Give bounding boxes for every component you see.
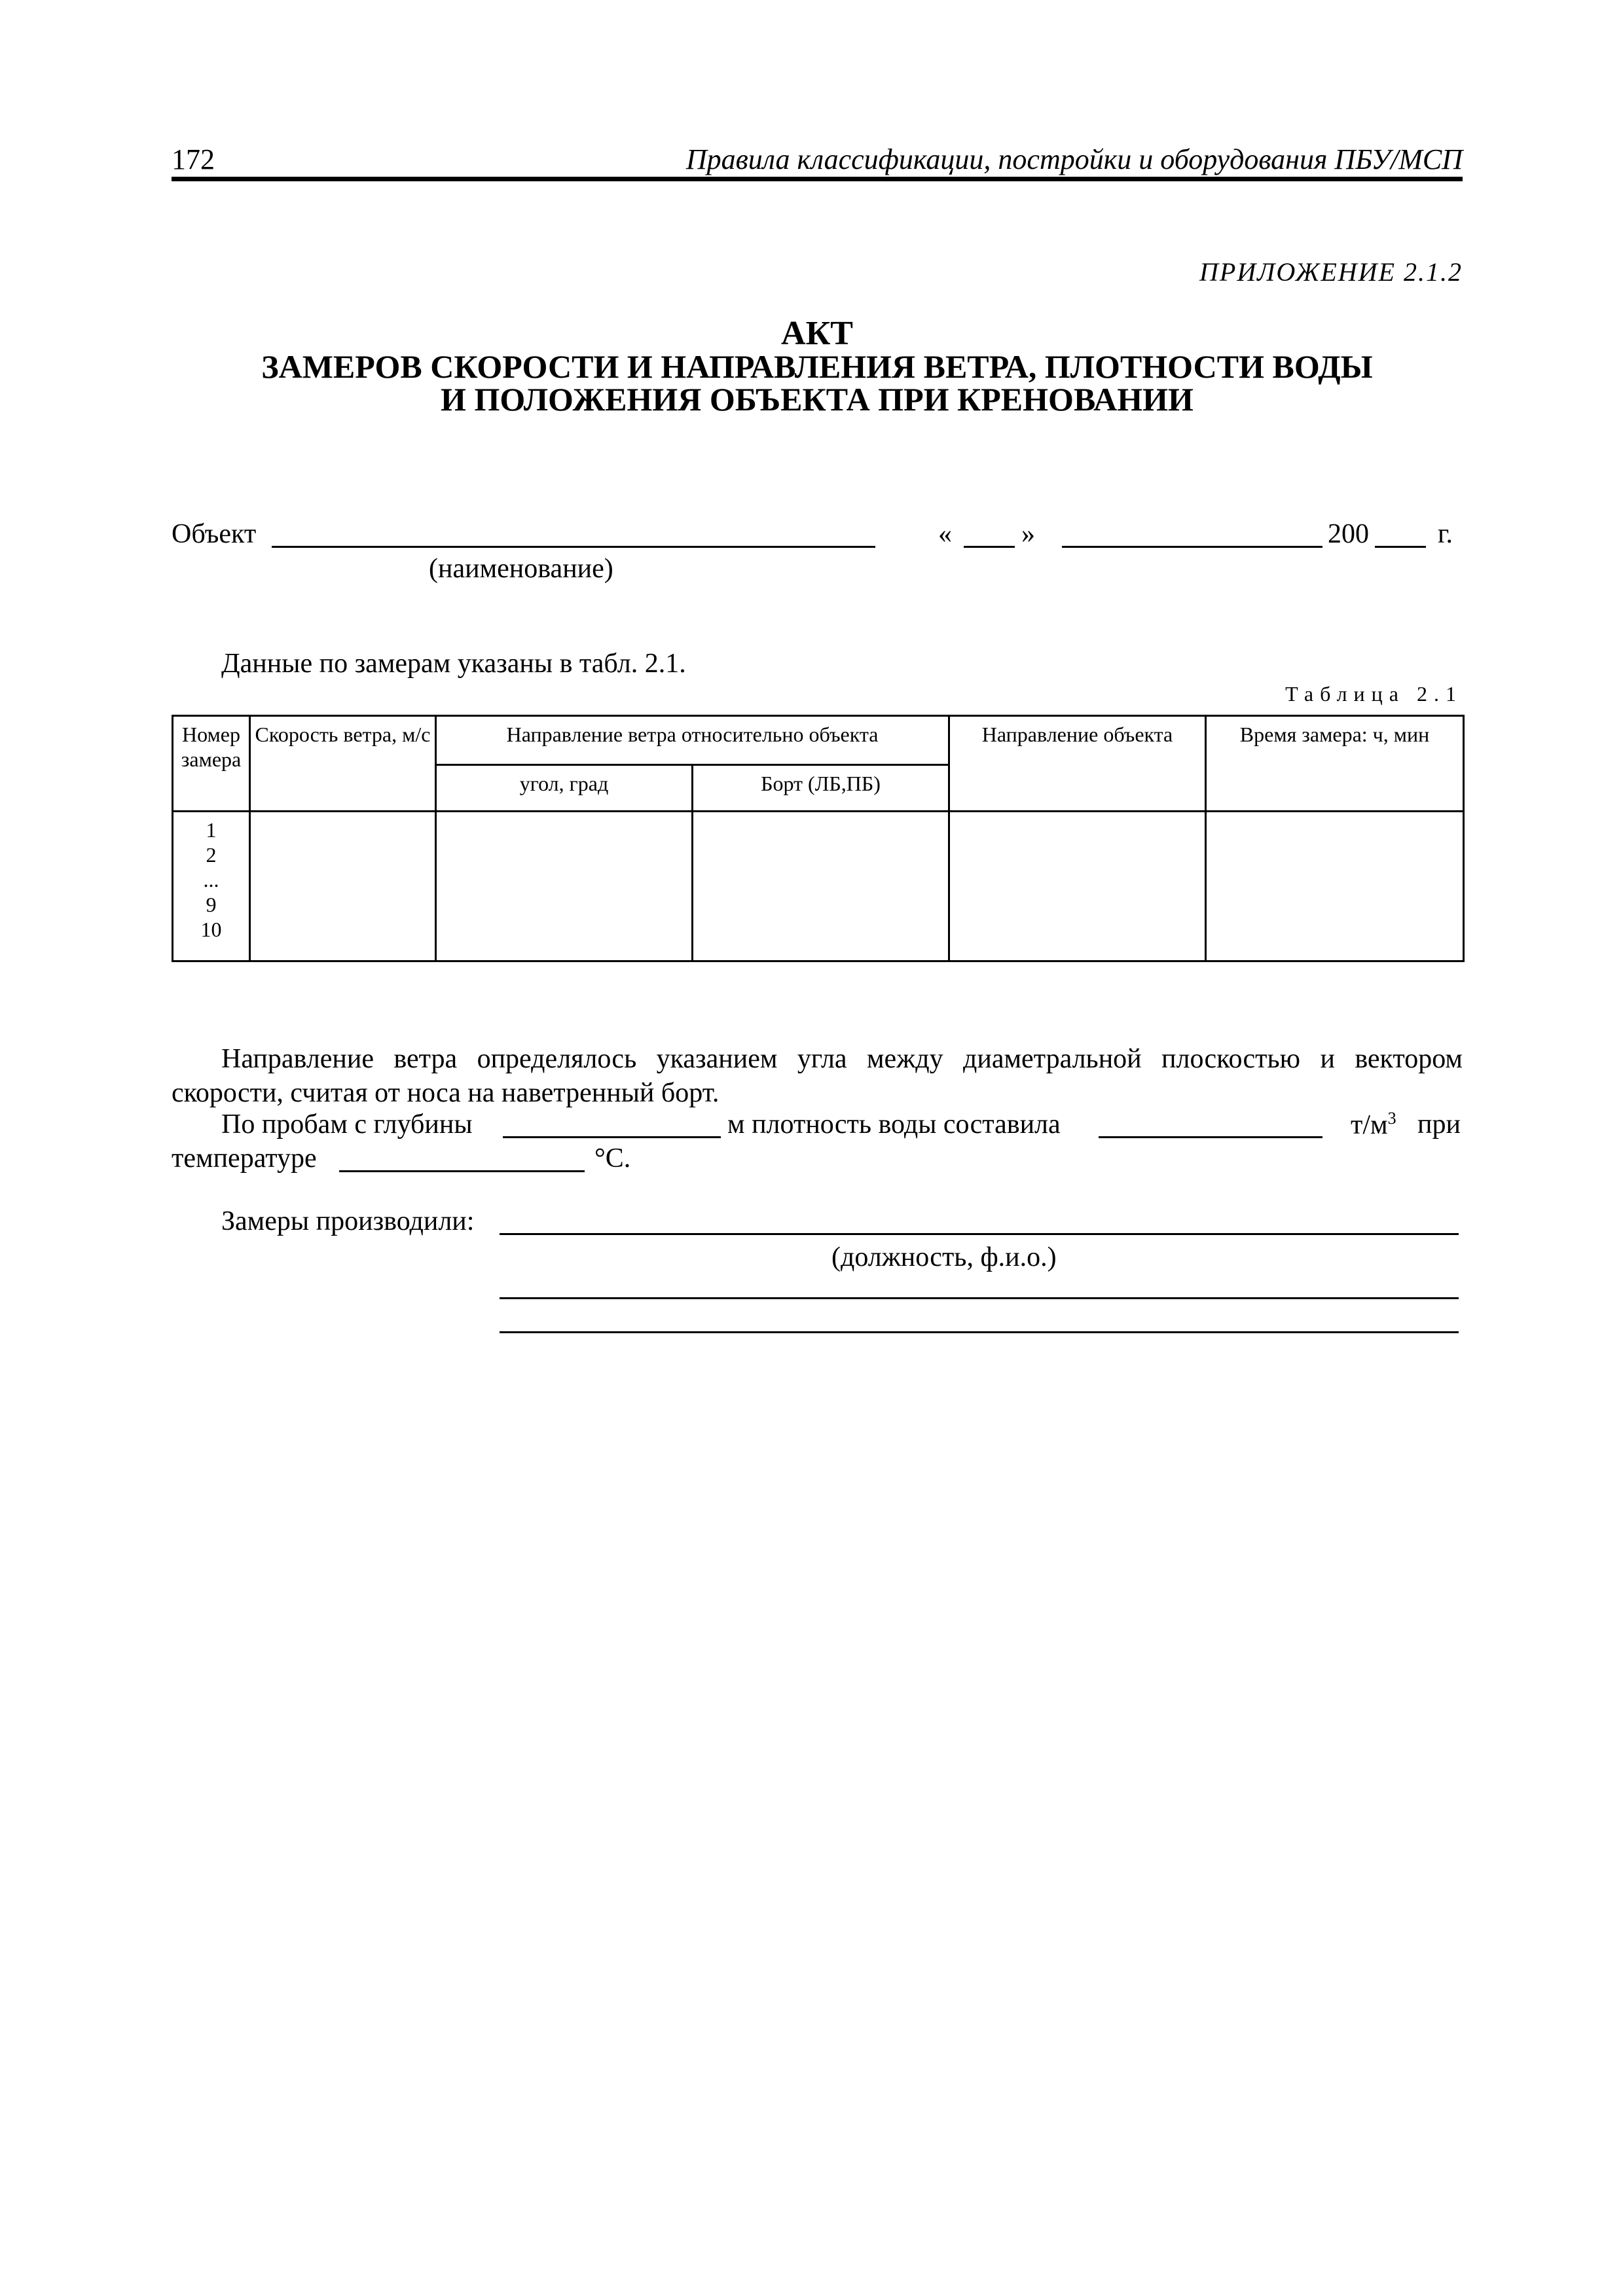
object-name-field[interactable] [272, 546, 875, 548]
wind-speed-cell[interactable] [250, 812, 436, 961]
time-cell[interactable] [1206, 812, 1464, 961]
date-year-field[interactable] [1375, 546, 1426, 548]
depth-label: По пробам с глубины [221, 1109, 473, 1139]
row-number: 9 [206, 893, 217, 916]
row-number: 2 [206, 843, 217, 867]
document-title [172, 317, 1463, 416]
intro-text: Данные по замерам указаны в табл. 2.1. [221, 649, 686, 679]
row-number: 10 [200, 918, 222, 941]
angle-cell[interactable] [436, 812, 693, 961]
header-rule [172, 177, 1463, 181]
density-label: м плотность воды составила [727, 1109, 1061, 1139]
density-unit: $т/м^3$ [1351, 1109, 1396, 1140]
side-cell[interactable] [693, 812, 949, 961]
header-wind-direction: Направление ветра относительно объекта [436, 716, 949, 765]
appendix-label: ПРИЛОЖЕНИЕ 2.1.2 [1199, 257, 1463, 287]
row-numbers-cell [173, 812, 250, 961]
signature-line-2[interactable] [500, 1297, 1459, 1299]
header-object-direction: Направление объекта [949, 716, 1206, 812]
title-line-2: ЗАМЕРОВ СКОРОСТИ И НАПРАВЛЕНИЯ ВЕТРА, ПЛОТНОСТИ ВОДЫ [261, 348, 1373, 385]
date-quote-close: » [1021, 519, 1035, 549]
date-year-prefix: 200 [1328, 519, 1369, 549]
header-wind-speed: Скорость ветра, м/с [250, 716, 436, 812]
signature-line-3[interactable] [500, 1331, 1459, 1333]
title-line-1: АКТ [781, 315, 853, 352]
object-direction-cell[interactable] [949, 812, 1206, 961]
at-label: при [1417, 1109, 1461, 1139]
wind-direction-paragraph: Направление ветра определялось указанием угла между диаметральной плоскостью и вектором скорости, считая от носа на наветренный борт. [172, 1044, 1463, 1108]
title-line-3: И ПОЛОЖЕНИЯ ОБЪЕКТА ПРИ КРЕНОВАНИИ [441, 381, 1194, 418]
measurements-table [172, 715, 1465, 962]
unit-exponent: 3 [1387, 1109, 1396, 1128]
row-number: 1 [206, 818, 217, 842]
signatures-label: Замеры производили: [221, 1206, 475, 1236]
temperature-field[interactable] [339, 1170, 585, 1172]
temperature-unit: °С. [594, 1143, 631, 1174]
object-name-hint: (наименование) [429, 554, 613, 584]
signatures-hint: (должность, ф.и.о.) [831, 1242, 1057, 1272]
temperature-label: температуре [172, 1143, 317, 1174]
date-quote-open: « [938, 519, 952, 549]
date-month-field[interactable] [1062, 546, 1322, 548]
header-time: Время замера: ч, мин [1206, 716, 1464, 812]
header-number: Номер замера [173, 716, 250, 812]
density-field[interactable] [1099, 1136, 1322, 1138]
header-angle: угол, град [436, 765, 693, 812]
header-side: Борт (ЛБ,ПБ) [693, 765, 949, 812]
running-title: Правила классификации, постройки и оборудования ПБУ/МСП [685, 143, 1463, 175]
row-number: ... [203, 868, 219, 891]
depth-field[interactable] [503, 1136, 721, 1138]
table-caption: Таблица 2.1 [1285, 682, 1463, 706]
page-number: 172 [172, 143, 215, 175]
object-label: Объект [172, 519, 257, 549]
signature-line-1[interactable] [500, 1233, 1459, 1235]
date-day-field[interactable] [964, 546, 1015, 548]
date-year-suffix: г. [1438, 519, 1453, 549]
